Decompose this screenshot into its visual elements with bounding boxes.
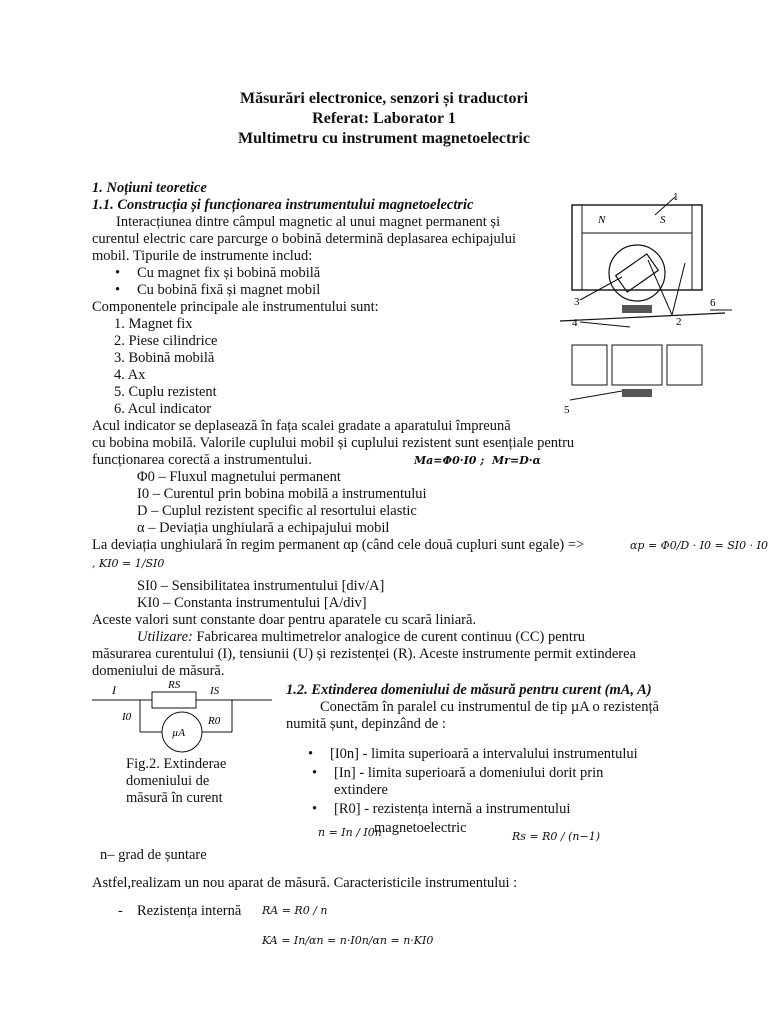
utilizare-text: Fabricarea multimetrelor analogice de curent continuu (CC) pentru [192, 629, 586, 645]
label-1: 1 [673, 191, 679, 203]
formula-alpha: αp = Φ0/D · I0 = SI0 · I0 [630, 539, 768, 552]
spring-bottom [622, 389, 652, 397]
paragraph-line: curentul electric care parcurge o bobină determină deplasarea echipajului [92, 231, 517, 247]
paragraph-line: La deviația unghiulară în regim permanent αp (când cele două cupluri sunt egale) => [92, 537, 585, 553]
subsection-heading: 1.2. Extinderea domeniului de măsură pentru curent (mA, A) [286, 682, 652, 698]
list-item: • [In] - limita superioară a domeniului dorit prin [334, 765, 603, 782]
paragraph-line: numită șunt, depinzând de : [286, 716, 446, 732]
definition: SI0 – Sensibilitatea instrumentului [div/A] [137, 578, 385, 594]
formula-ma: Ma=Φ0·I0 ; [414, 454, 485, 467]
list-item: • [R0] - rezistența internă a instrumentului [334, 801, 570, 818]
leader-1 [655, 197, 675, 215]
definition: n– grad de șuntare [100, 847, 207, 863]
figure-caption: domeniului de [126, 773, 210, 789]
list-item: 1. Magnet fix [114, 316, 193, 332]
formula-k: , KI0 = 1/SI0 [92, 557, 165, 570]
formula-mr: Mr=D·α [492, 454, 542, 467]
label-i: I [112, 683, 116, 697]
definition: Φ0 – Fluxul magnetului permanent [137, 469, 341, 485]
magnet-frame [572, 205, 702, 290]
doc-topic: Multimetru cu instrument magnetoelectric [238, 130, 530, 147]
list-item: 4. Ax [114, 367, 146, 383]
moving-coil [616, 254, 659, 292]
label-s: S [660, 214, 666, 226]
paragraph-line [137, 629, 585, 646]
list-item-continuation: magnetoelectric [374, 820, 467, 836]
paragraph-line: Componentele principale ale instrumentului sunt: [92, 299, 379, 315]
label-rs: RS [168, 679, 181, 691]
list-item-continuation: extindere [334, 782, 388, 798]
paragraph-line: funcționarea corectă a instrumentului. [92, 452, 312, 468]
label-i0: I0 [122, 711, 132, 723]
definition: α – Deviația unghiulară a echipajului mobil [137, 520, 390, 536]
label-5: 5 [564, 404, 570, 416]
formula-ra: RA = R0 / n [262, 904, 328, 917]
shunt-resistor [152, 692, 196, 708]
leader-3 [580, 277, 622, 300]
list-item: • Cu magnet fix și bobină mobilă [137, 265, 320, 282]
label-ua: µA [172, 727, 186, 739]
list-item: 5. Cuplu rezistent [114, 384, 217, 400]
utilizare-label: Utilizare: [137, 629, 193, 645]
label-2: 2 [676, 316, 682, 328]
section-heading: 1. Noțiuni teoretice [92, 180, 207, 196]
label-6: 6 [710, 297, 716, 309]
instrument-diagram [560, 185, 740, 420]
label-is: IS [210, 685, 220, 697]
spring-top [622, 305, 652, 313]
label-4: 4 [572, 317, 578, 329]
formula-n: n = In / I0n [318, 826, 382, 839]
list-item: Rezistența internă [137, 903, 242, 919]
shunt-circuit [92, 678, 278, 753]
paragraph-line: Aceste valori sunt constante doar pentru aparatele cu scară liniară. [92, 612, 477, 628]
dash-marker: - [118, 903, 123, 919]
list-item: • Cu bobină fixă și magnet mobil [137, 282, 320, 299]
leader-2b [672, 263, 685, 315]
leader-4 [580, 322, 630, 327]
label-r0: R0 [208, 715, 221, 727]
pole-right [667, 345, 702, 385]
doc-subtitle: Referat: Laborator 1 [312, 110, 456, 127]
definition: I0 – Curentul prin bobina mobilă a instrumentului [137, 486, 427, 502]
subsection-heading: 1.1. Construcția și funcționarea instrumentului magnetoelectric [92, 197, 474, 213]
list-item: 3. Bobină mobilă [114, 350, 215, 366]
indicator-needle [560, 313, 725, 321]
figure-caption: Fig.2. Extinderae [126, 756, 227, 772]
list-item: 2. Piese cilindrice [114, 333, 218, 349]
paragraph-line: Acul indicator se deplasează în fața scalei gradate a aparatului împreună [92, 418, 511, 434]
figure-caption: măsură în curent [126, 790, 223, 806]
label-n: N [598, 214, 606, 226]
list-item: 6. Acul indicator [114, 401, 212, 417]
paragraph-line: Conectăm în paralel cu instrumentul de tip µA o rezistență [320, 699, 659, 715]
doc-title: Măsurări electronice, senzori și traductori [239, 90, 529, 107]
list-item: • [I0n] - limita superioară a intervalului instrumentului [330, 746, 638, 763]
definition: KI0 – Constanta instrumentului [A/div] [137, 595, 367, 611]
formula-rs: Rs = R0 / (n−1) [512, 830, 600, 843]
paragraph-line: Interacțiunea dintre câmpul magnetic al unui magnet permanent și [116, 214, 501, 230]
label-3: 3 [574, 296, 580, 308]
paragraph-line: mobil. Tipurile de instrumente includ: [92, 248, 313, 264]
paragraph-line: măsurarea curentului (I), tensiunii (U) și rezistenței (R). Aceste instrumente permit extinderea [92, 646, 636, 662]
definition: D – Cuplul rezistent specific al resortului elastic [137, 503, 417, 519]
pole-left [572, 345, 607, 385]
cylinder-core [609, 245, 665, 301]
paragraph-line: Astfel,realizam un nou aparat de măsură. Caracteristicile instrumentului : [92, 875, 518, 891]
paragraph-line: domeniului de măsură. [92, 663, 225, 679]
coil-side [612, 345, 662, 385]
paragraph-line: cu bobina mobilă. Valorile cuplului mobil și cuplului rezistent sunt esențiale pentru [92, 435, 575, 451]
leader-5 [570, 391, 622, 400]
formula-ka: KA = In/αn = n·I0n/αn = n·KI0 [262, 934, 434, 947]
